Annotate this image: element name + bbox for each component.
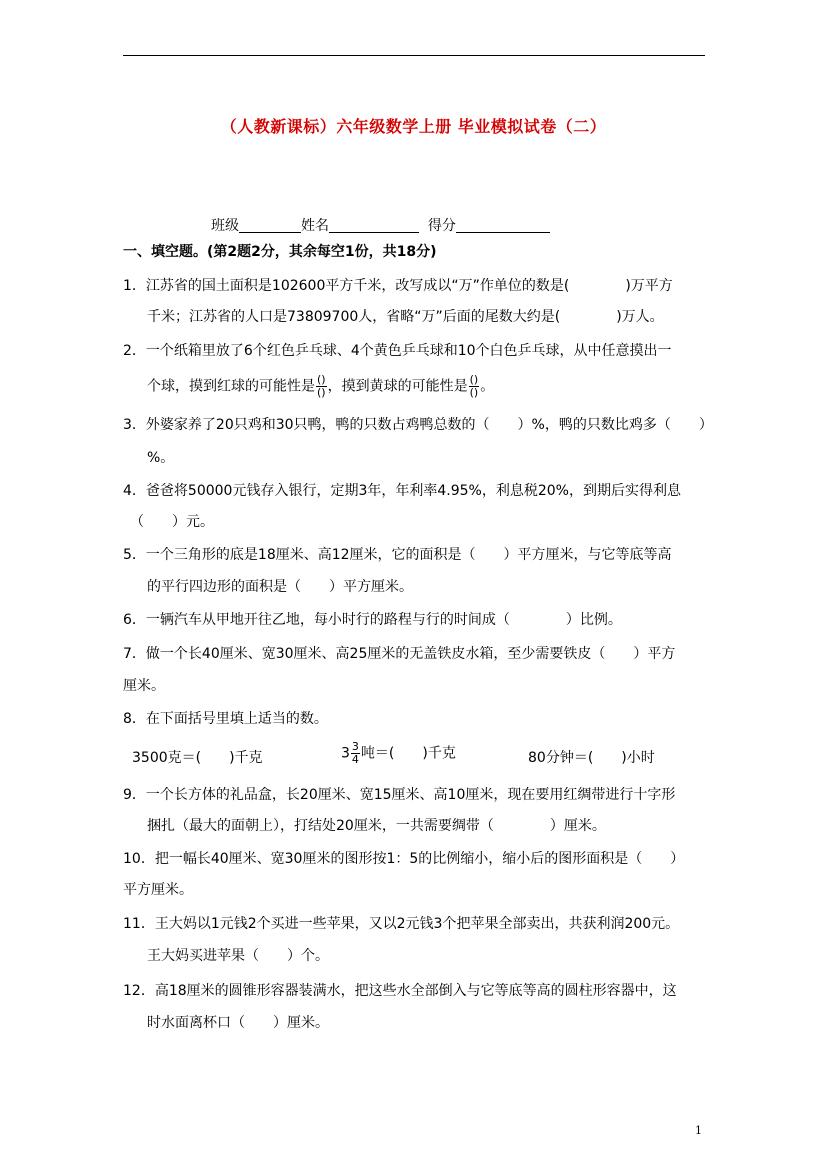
score-blank [456,218,550,233]
question-6-line-1: 6．一辆汽车从甲地开往乙地，每小时行的路程与行的时间成（ ）比例。 [123,612,622,628]
fraction-denominator: () [469,386,479,399]
question-2-text-c: 。 [480,378,495,395]
mixed-number-whole: 3 [341,745,350,762]
question-11-line-1: 11．王大妈以1元钱2个买进一些苹果，又以2元钱3个把苹果全部卖出，共获利润200元。 [123,916,680,932]
fraction-numerator: () [317,373,326,386]
question-3-line-2: %。 [147,450,175,466]
fraction-denominator: () [317,386,326,399]
score-label: 得分 [427,218,456,234]
question-4-line-1: 4．爸爸将50000元钱存入银行，定期3年，年利率4.95%，利息税20%，到期后实得利息 [123,483,681,499]
question-4-line-2: （ ）元。 [130,514,214,530]
page-number: 1 [695,1124,702,1137]
fraction-yellow [469,374,480,399]
question-1-line-2: 千米；江苏省的人口是73809700人，省略“万”后面的尾数大约是( )万人。 [147,309,664,325]
question-2-text-a: 个球，摸到红球的可能性是 [147,378,315,395]
question-10-line-2: 平方厘米。 [123,882,193,898]
question-8-item-1: 3500克＝( )千克 [132,750,263,766]
question-2-line-1: 2．一个纸箱里放了6个红色乒乓球、4个黄色乒乓球和10个白色乒乓球，从中任意摸出一 [123,343,672,359]
question-8-item-2-text: 吨＝( )千克 [360,745,456,762]
fraction-numerator: () [469,373,479,386]
header-rule [123,55,705,56]
question-8-item-3: 80分钟＝( )小时 [528,750,655,766]
fraction-numerator: 3 [351,740,359,753]
question-11-line-2: 王大妈买进苹果（ ）个。 [147,948,329,964]
name-label: 姓名 [301,218,329,234]
question-10-line-1: 10．把一幅长40厘米、宽30厘米的图形按1：5的比例缩小，缩小后的图形面积是（ ） [123,851,685,867]
question-8-item-2 [341,741,456,766]
document-title: （人教新课标）六年级数学上册 毕业模拟试卷（二） [220,117,607,136]
fraction-red [316,374,327,399]
question-8-line-1: 8．在下面括号里填上适当的数。 [123,711,328,727]
question-12-line-1: 12．高18厘米的圆锥形容器装满水，把这些水全部倒入与它等底等高的圆柱形容器中，这 [123,983,677,999]
question-9-line-1: 9．一个长方体的礼品盒，长20厘米、宽15厘米、高10厘米，现在要用红绸带进行十字形 [123,787,676,803]
fraction-denominator: 4 [351,753,359,766]
class-blank [239,218,301,233]
question-5-line-2: 的平行四边形的面积是（ ）平方厘米。 [147,579,413,595]
question-1-line-1: 1．江苏省的国土面积是102600平方千米，改写成以“万”作单位的数是( )万平方 [123,278,673,294]
question-12-line-2: 时水面离杯口（ ）厘米。 [147,1015,329,1031]
question-2-line-2 [147,374,494,399]
student-info-line [211,215,550,235]
mixed-number-fraction [351,741,360,766]
question-9-line-2: 捆扎（最大的面朝上），打结处20厘米，一共需要绸带（ ）厘米。 [147,818,606,834]
question-5-line-1: 5．一个三角形的底是18厘米、高12厘米，它的面积是（ ）平方厘米，与它等底等高 [123,547,672,563]
question-7-line-2: 厘米。 [123,678,165,694]
class-label: 班级 [211,218,239,234]
name-blank [329,218,419,233]
question-3-line-1: 3．外婆家养了20只鸡和30只鸭，鸭的只数占鸡鸭总数的（ ）%，鸭的只数比鸡多（ ） [123,417,713,433]
section-heading: 一、填空题。(第2题2分，其余每空1份，共18分) [123,244,437,260]
question-2-text-b: ，摸到黄球的可能性是 [327,378,468,395]
question-7-line-1: 7．做一个长40厘米、宽30厘米、高25厘米的无盖铁皮水箱，至少需要铁皮（ ）平方 [123,646,676,662]
